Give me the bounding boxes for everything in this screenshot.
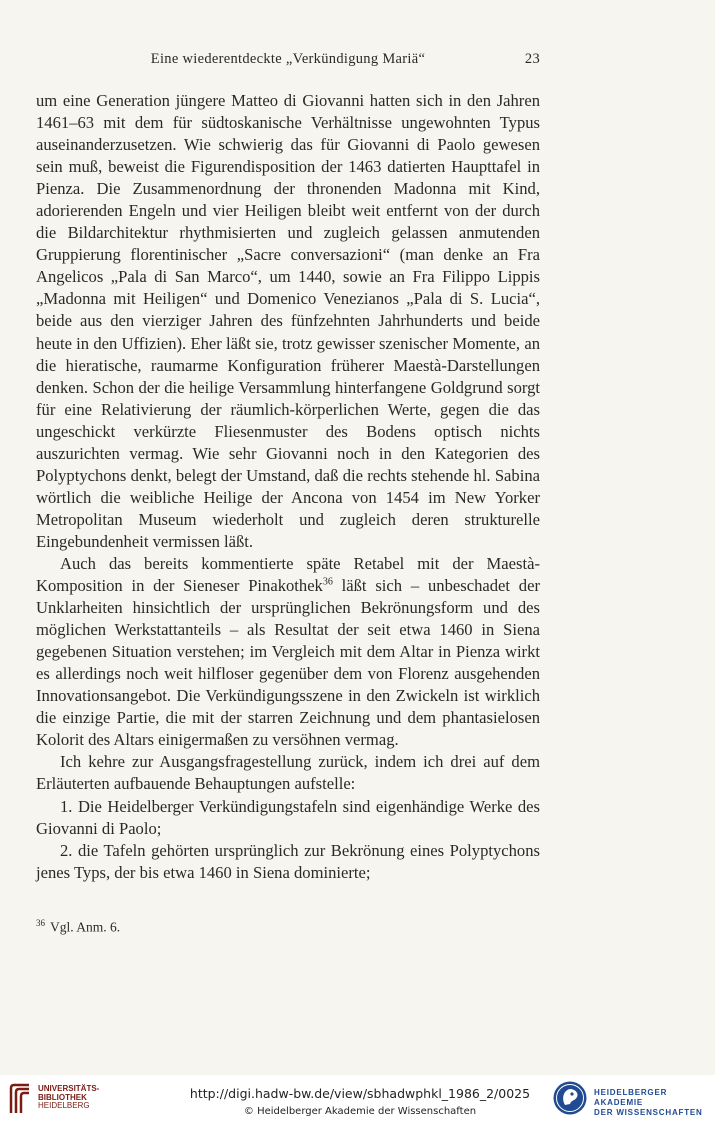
digital-object-link[interactable]: http://digi.hadw-bw.de/view/sbhadwphkl_1986_2/0025: [189, 1086, 531, 1101]
footnote-reference-36[interactable]: 36: [322, 576, 333, 588]
claim-2: 2. die Tafeln gehörten ursprünglich zur Bekrönung eines Polyptychons jenes Typs, der bis etwa 1460 in Siena dominierte;: [36, 840, 540, 882]
university-library-name: [38, 1085, 99, 1111]
library-line-3: HEIDELBERG: [38, 1101, 90, 1110]
academy-seal-icon: [552, 1080, 588, 1116]
library-line-2: BIBLIOTHEK: [38, 1092, 87, 1102]
paragraph-2-after-note: läßt sich – unbeschadet der Unklarheiten hinsichtlich der ursprünglichen Bekrönungsform und des möglichen Werkstattanteils – als Resultat der seit etwa 1460 in Siena gegebenen Situation verstehen; im Vergleich mit dem Altar in Pienza wirkt es allerdings noch weit hilfloser gegenüber dem von Florenz ausgehenden Innovationsangebot. Die Verkündigungsszene in den Zwickeln ist wirklich die einzige Partie, die mit der starren Zeichnung und dem phantasielosen Kolorit des Altars einigermaßen zu versöhnen vermag.: [36, 576, 540, 750]
running-title: Eine wiederentdeckte „Verkündigung Mariä“: [150, 51, 426, 67]
running-header: [36, 51, 540, 71]
copyright-notice: © Heidelberger Akademie der Wissenschaften: [243, 1106, 477, 1117]
university-library-logo-icon: [8, 1083, 32, 1115]
library-line-1: UNIVERSITÄTS-: [38, 1084, 100, 1093]
article-body: [36, 90, 540, 884]
paragraph-2: [36, 553, 540, 751]
claim-1: 1. Die Heidelberger Verkündigungstafeln sind eigenhändige Werke des Giovanni di Paolo;: [36, 796, 540, 838]
digital-library-footer: [0, 1075, 715, 1123]
footnote: [36, 918, 540, 936]
academy-line-1: HEIDELBERGER AKADEMIE: [594, 1088, 668, 1107]
paragraph-1: um eine Generation jüngere Matteo di Giovanni hatten sich in den Jahren 1461–63 mit dem für südtoskanische Verhältnisse ungewohnten Typus auseinanderzusetzen. Wie schwierig das für Giovanni di Paolo gewesen sein muß, beweist die Figurendisposition der 1463 datierten Haupttafel in Pienza. Die Zusammenordnung der thronenden Madonna mit Kind, adorierenden Engeln und vier Heiligen bleibt weit entfernt von der durch die Bildarchitektur rhythmisierten und zugleich gelassen anmutenden Gruppierung florentinischer „Sacre conversazioni“ (man denke an Fra Angelicos „Pala di San Marco“, um 1440, sowie an Fra Filippo Lippis „Madonna mit Heiligen“ und Domenico Venezianos „Pala di S. Lucia“, beide aus den vierziger Jahren des fünfzehnten Jahrhunderts und beide heute in den Uffizien). Eher läßt sie, trotz gewisser szenischer Momente, an die hieratische, raumarme Konfiguration früherer Maestà-Darstellungen denken. Schon der die heilige Versammlung hinterfangene Goldgrund sorgt für eine Relativierung der räumlich-körperlichen Werte, gegen die das ungeschickt verkürzte Fliesenmuster des Bodens optisch nichts auszurichten vermag. Wie sehr Giovanni noch in den Kategorien des Polyptychons denkt, belegt der Umstand, daß die rechts stehende hl. Sabina wörtlich die weibliche Heilige der Ancona von 1454 im New Yorker Metropolitan Museum wiederholt und zugleich deren strukturelle Eingebundenheit vermissen läßt.: [36, 91, 540, 551]
footnote-number: 36: [36, 918, 45, 928]
footnote-text: Vgl. Anm. 6.: [50, 919, 121, 935]
page-number: 23: [524, 51, 540, 67]
academy-name: [594, 1088, 715, 1118]
paragraph-3: Ich kehre zur Ausgangsfragestellung zurück, indem ich drei auf dem Erläuterten aufbauende Behauptungen aufstelle:: [36, 752, 540, 794]
paragraph-2-before-note: Auch das bereits kommentierte späte Retabel mit der Maestà-Komposition in der Sieneser Pinakothek: [36, 553, 540, 596]
academy-line-2: DER WISSENSCHAFTEN: [594, 1108, 703, 1117]
